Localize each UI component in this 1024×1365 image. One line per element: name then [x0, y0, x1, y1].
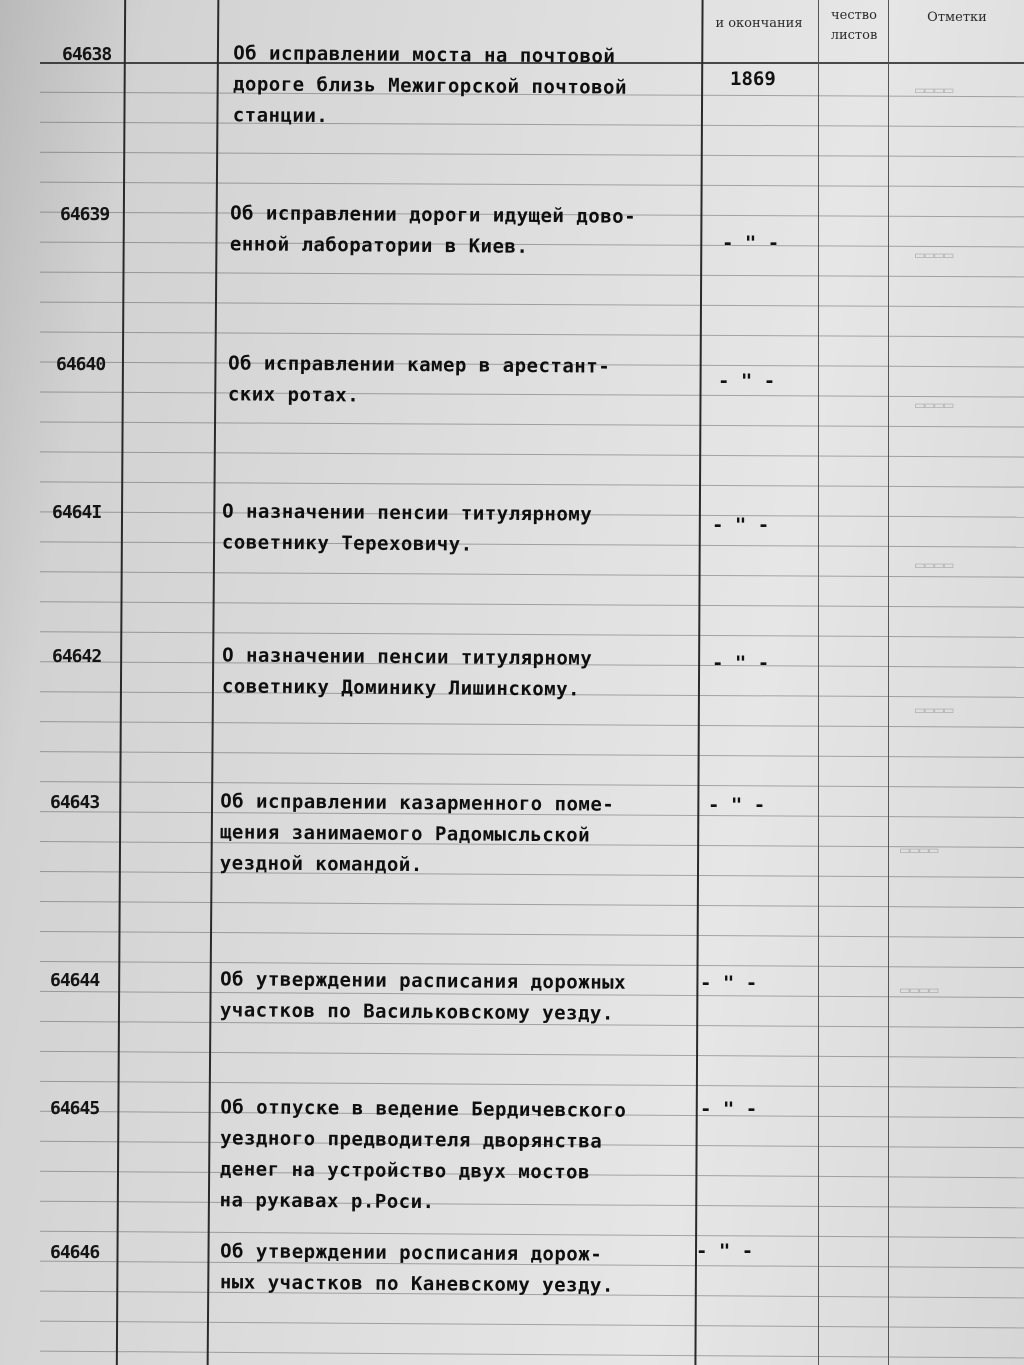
- ruled-line: [40, 781, 1024, 788]
- entry-number: 64643: [50, 792, 100, 813]
- bleed-through-mark: ▭▭▭▭: [915, 245, 954, 264]
- entry-title: [222, 640, 593, 705]
- entry-title-line: О назначении пенсии титулярному: [222, 500, 593, 526]
- entry-title: [233, 38, 628, 134]
- entry-title-line: денег на устройство двух мостов: [219, 1158, 591, 1184]
- entry-date: - " -: [722, 232, 780, 254]
- entry-title-line: участков по Васильковскому уезду.: [219, 999, 614, 1025]
- entry-number: 64642: [52, 646, 102, 667]
- entry-title-line: станции.: [232, 104, 329, 128]
- ruled-line: [40, 1321, 1024, 1329]
- entry-number: 64639: [60, 204, 110, 225]
- entry-title-line: О назначении пенсии титулярному: [222, 644, 593, 670]
- entry-date: - " -: [718, 370, 776, 392]
- entry-title: [220, 786, 615, 882]
- entry-title: [222, 496, 593, 561]
- bleed-through-mark: ▭▭▭▭: [915, 555, 954, 574]
- ruled-line: [40, 751, 1024, 758]
- entry-title-line: щения занимаемого Радомысльской: [219, 821, 591, 847]
- entry-title-line: Об исправлении камер в арестант-: [228, 352, 611, 378]
- ruled-line: [40, 302, 1024, 308]
- ruled-line: [40, 152, 1024, 158]
- entry-title-line: Об утверждении расписания дорожных: [220, 968, 627, 994]
- entry-title: [220, 1236, 615, 1301]
- ruled-line: [40, 1051, 1024, 1058]
- entry-date: 1869: [730, 68, 776, 90]
- entry-title-line: дороге близь Межигорской почтовой: [232, 73, 628, 99]
- entry-date: - " -: [700, 972, 758, 994]
- ruled-line: [40, 182, 1024, 188]
- entry-title-line: советнику Доминику Лишинскому.: [221, 675, 581, 701]
- entry-title-line: советнику Тереховичу.: [221, 531, 473, 556]
- entry-title-line: Об исправлении дороги идущей дово-: [230, 202, 637, 228]
- entry-title-line: Об отпуске в ведение Бердичевского: [220, 1096, 627, 1122]
- ruled-line: [40, 571, 1024, 577]
- column-line-title: [207, 0, 220, 1365]
- bleed-through-mark: ▭▭▭▭: [900, 840, 939, 859]
- entry-date: - " -: [712, 652, 770, 674]
- header-dates: и окончания: [715, 16, 803, 31]
- column-line-dates: [694, 0, 703, 1365]
- column-line-number: [116, 0, 126, 1365]
- entry-title-line: Об исправлении моста на почтовой: [233, 42, 616, 68]
- ruled-line: [40, 601, 1024, 607]
- entry-number: 64640: [56, 354, 106, 375]
- entry-title-line: ных участков по Каневскому уезду.: [219, 1271, 614, 1297]
- entry-date: - " -: [696, 1240, 754, 1262]
- column-line-sheets: [818, 0, 819, 1365]
- entry-title: [219, 1092, 626, 1220]
- bleed-through-mark: ▭▭▭▭: [915, 395, 954, 414]
- ruled-line: [40, 1231, 1024, 1239]
- ruled-line: [40, 631, 1024, 637]
- entry-number: 6464I: [52, 502, 102, 523]
- entry-title-line: уездной командой.: [219, 852, 423, 877]
- entry-date: - " -: [708, 794, 766, 816]
- column-line-notes: [888, 0, 889, 1365]
- ruled-line: [40, 721, 1024, 728]
- ruled-line: [40, 931, 1024, 938]
- ruled-line: [40, 332, 1024, 338]
- header-sheets: чество листов: [830, 8, 878, 43]
- entry-title-line: ских ротах.: [227, 383, 360, 407]
- entry-title-line: енной лаборатории в Киев.: [229, 233, 529, 258]
- bleed-through-mark: ▭▭▭▭: [915, 80, 954, 99]
- entry-title: [230, 198, 636, 264]
- ruled-line: [40, 901, 1024, 908]
- entry-title-line: уездного предводителя дворянства: [220, 1127, 603, 1153]
- entry-title-line: Об исправлении казарменного поме-: [220, 790, 615, 816]
- bleed-through-mark: ▭▭▭▭: [900, 980, 939, 999]
- ruled-line: [40, 1351, 1024, 1359]
- ruled-line: [40, 1081, 1024, 1088]
- entry-number: 64638: [62, 44, 112, 65]
- header-notes: Отметки: [927, 10, 987, 25]
- entry-title-line: на рукавах р.Роси.: [219, 1189, 435, 1214]
- bleed-through-mark: ▭▭▭▭: [915, 700, 954, 719]
- ruled-line: [40, 451, 1024, 457]
- ruled-line: [40, 421, 1024, 427]
- ruled-line: [40, 481, 1024, 487]
- entry-number: 64646: [50, 1242, 100, 1263]
- entry-title-line: Об утверждении росписания дорож-: [220, 1240, 603, 1266]
- entry-date: - " -: [700, 1098, 758, 1120]
- entry-title: [228, 348, 611, 413]
- ruled-line: [40, 272, 1024, 278]
- entry-number: 64645: [50, 1098, 100, 1119]
- entry-date: - " -: [712, 514, 770, 536]
- entry-title: [220, 964, 626, 1030]
- entry-number: 64644: [50, 970, 100, 991]
